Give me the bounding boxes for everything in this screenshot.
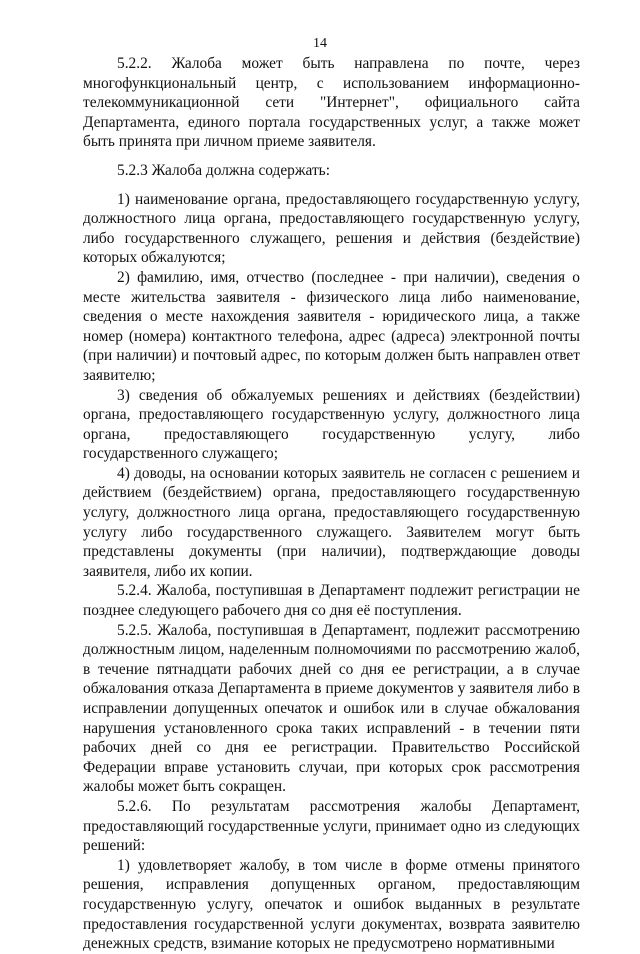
paragraph-5-2-5: 5.2.5. Жалоба, поступившая в Департамент, подлежит рассмотрению должностным лицом, наделенным полномочиями по рассмотрению жалоб, в течение пятнадцати рабочих дней со дня ее регистрации, а в случае обжалования отказа Департамента в приеме документов у заявителя либо в исправлении допущенных опечаток и ошибок или в случае обжалования нарушения установленного срока таких исправлений - в течении пяти рабочих дней со дня ее регистрации. Правительство Российской Федерации вправе установить случаи, при которых срок рассмотрения жалобы может быть сокращен. — [83, 621, 580, 796]
list-item-2: 2) фамилию, имя, отчество (последнее - при наличии), сведения о месте жительства заявителя - физического лица либо наименование, сведения о месте нахождения заявителя - юридического лица, а также номер (номера) контактного телефона, адрес (адреса) электронной почты (при наличии) и почтовый адрес, по которым должен быть направлен ответ заявителю; — [83, 268, 580, 384]
paragraph-5-2-2: 5.2.2. Жалоба может быть направлена по почте, через многофункциональный центр, с использованием информационно-телекоммуникационной сети "Интернет", официального сайта Департамента, единого портала государственных услуг, а также может быть принята при личном приеме заявителя. — [83, 55, 580, 151]
paragraph-5-2-6: 5.2.6. По результатам рассмотрения жалобы Департамент, предоставляющий государственные услуги, принимает одно из следующих решений: — [83, 797, 580, 855]
list-item-4: 4) доводы, на основании которых заявитель не согласен с решением и действием (бездействием) органа, предоставляющего государственную услугу, должностного лица органа, предоставляющего государственную услугу либо государственного служащего. Заявителем могут быть представлены документы (при наличии), подтверждающие доводы заявителя, либо их копии. — [83, 464, 580, 580]
paragraph-5-2-4: 5.2.4. Жалоба, поступившая в Департамент подлежит регистрации не позднее следующего рабочего дня со дня её поступления. — [83, 582, 580, 620]
page-number: 14 — [313, 36, 327, 51]
decision-item-1: 1) удовлетворяет жалобу, в том числе в форме отмены принятого решения, исправления допущенных органом, предоставляющим государственную услугу, опечаток и ошибок выданных в результате предоставления государственной услуги документах, возврата заявителю денежных средств, взимание которых не предусмотрено нормативными — [83, 856, 580, 953]
document-body — [83, 54, 580, 954]
list-item-3: 3) сведения об обжалуемых решениях и действиях (бездействии) органа, предоставляющего государственную услугу, должностного лица органа, предоставляющего государственную услугу, либо государственного служащего; — [83, 386, 580, 463]
paragraph-5-2-3: 5.2.3 Жалоба должна содержать: — [117, 161, 330, 179]
list-item-1: 1) наименование органа, предоставляющего государственную услугу, должностного лица органа, предоставляющего государственную услугу, либо государственного служащего, решения и действия (бездействие) которых обжалуются; — [83, 190, 580, 267]
